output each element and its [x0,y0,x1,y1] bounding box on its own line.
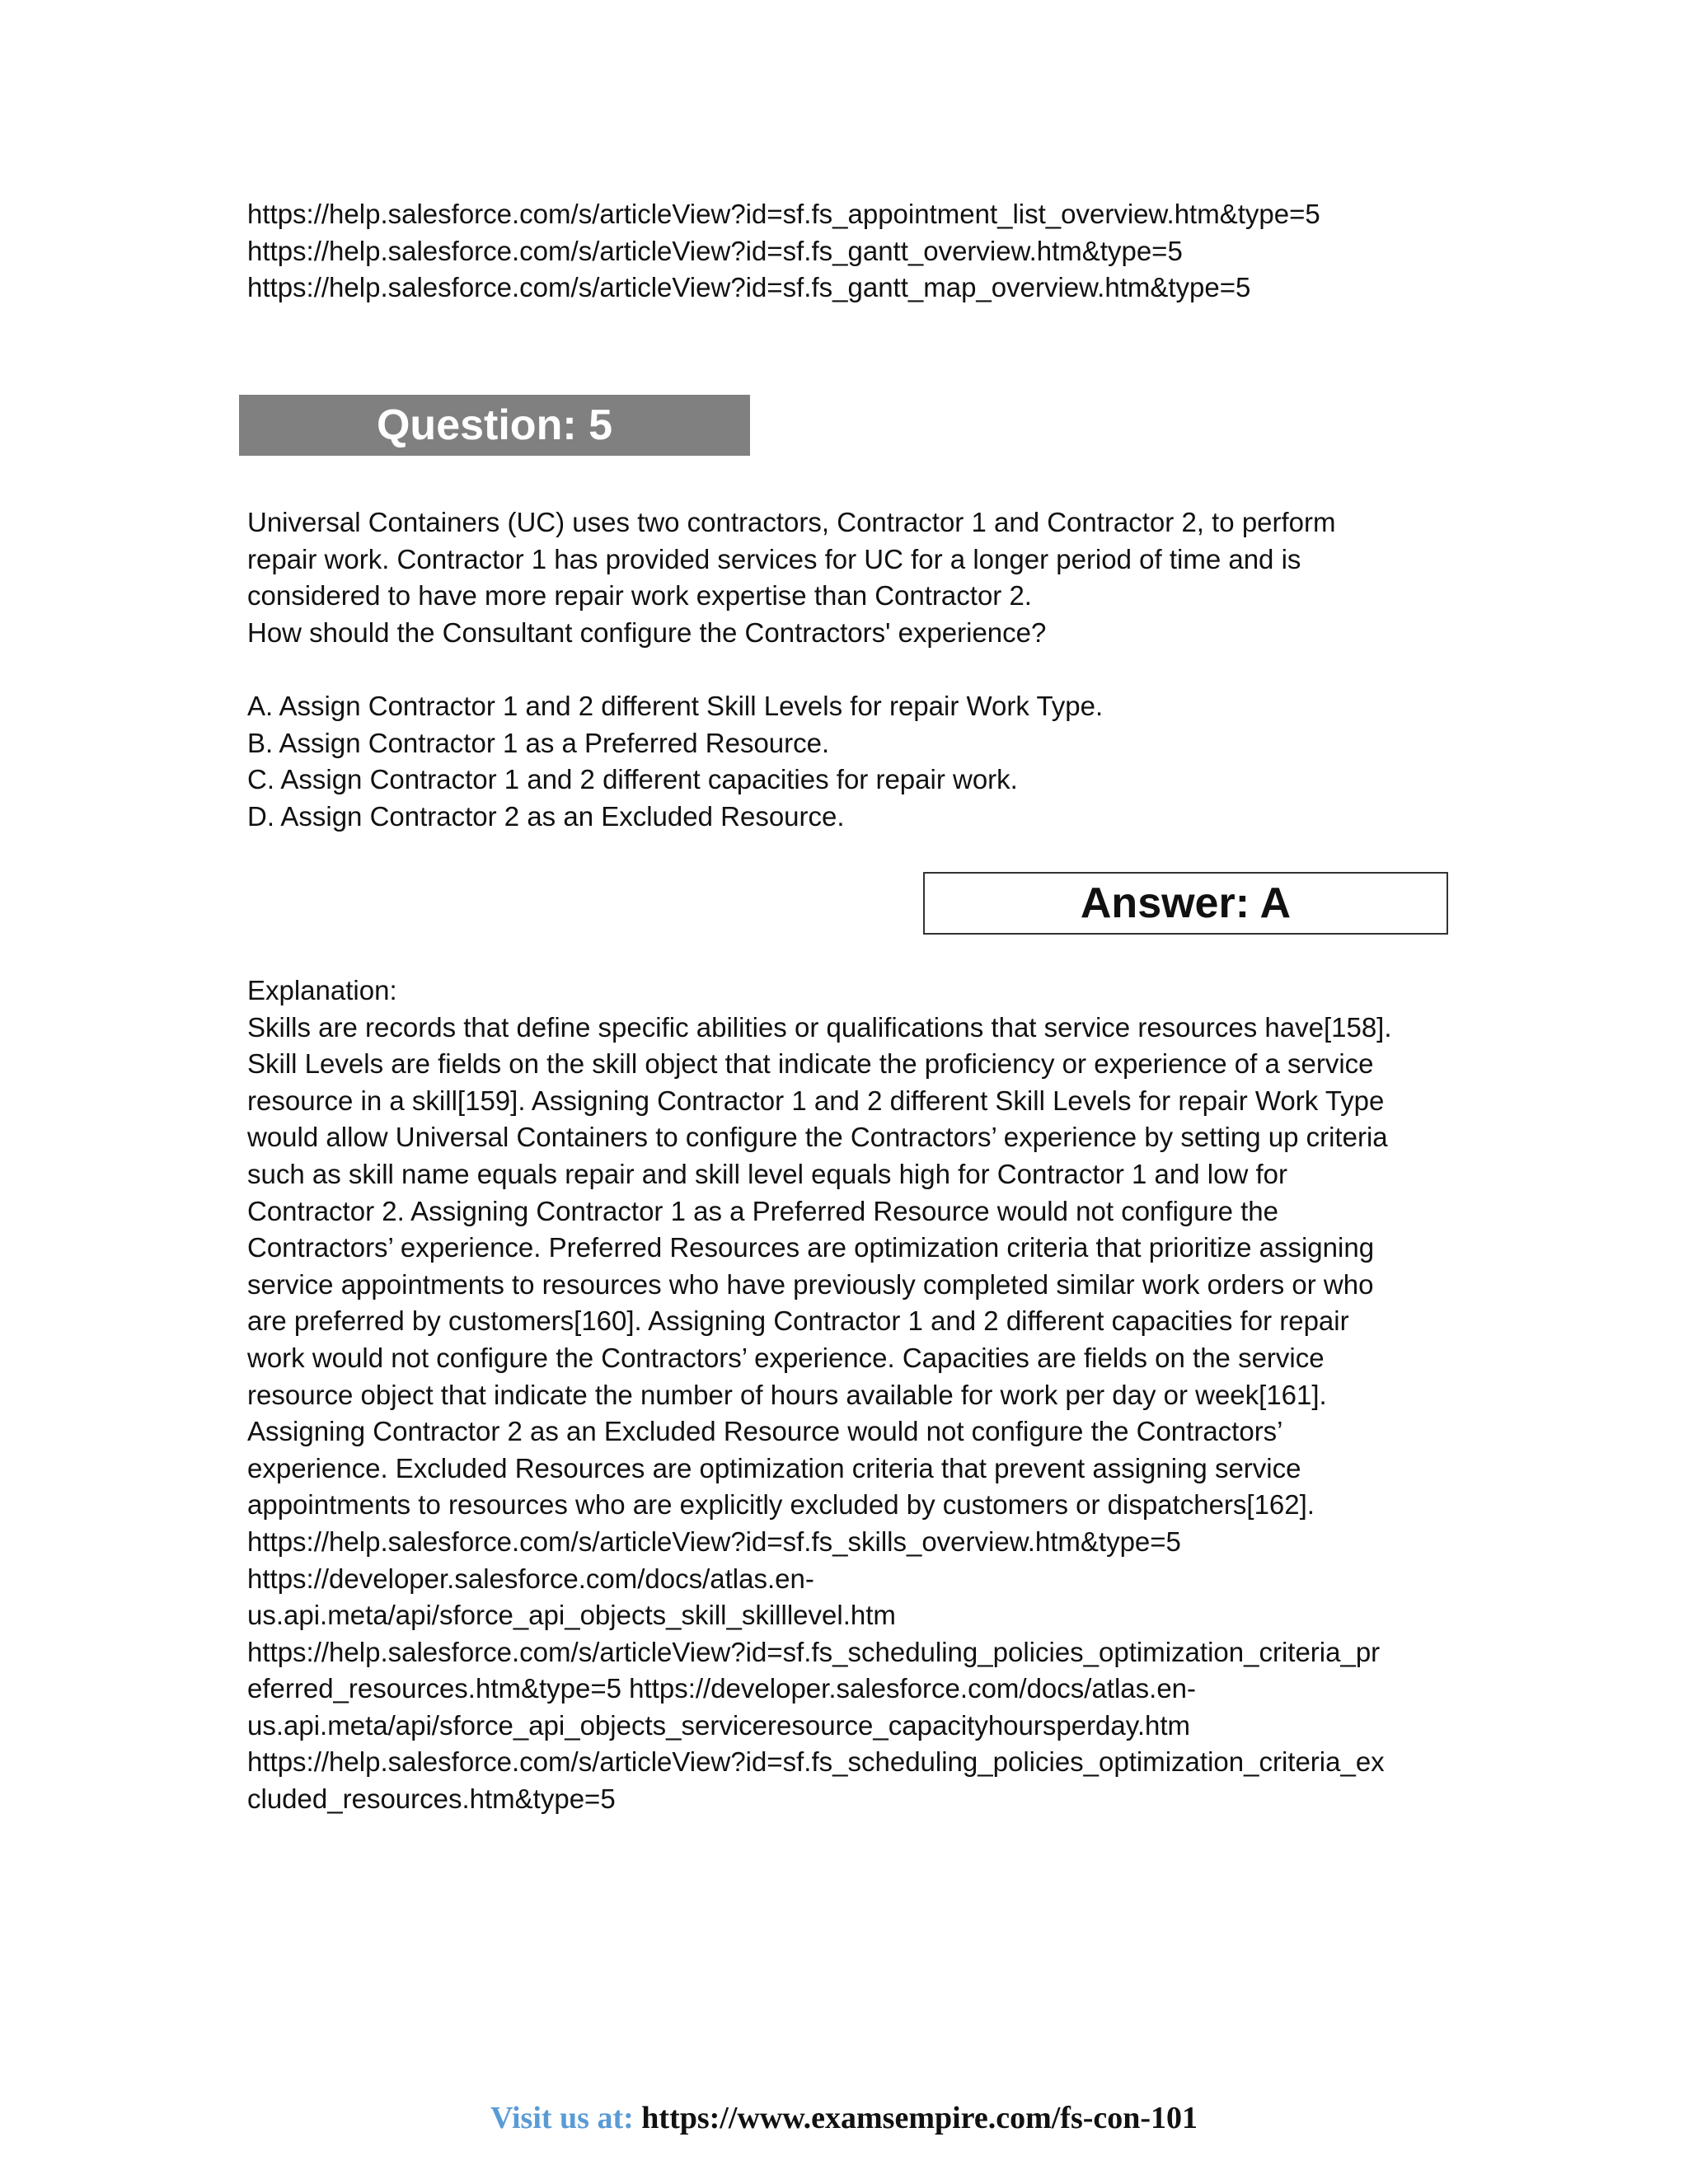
reference-links-top [247,196,1451,307]
question-line: repair work. Contractor 1 has provided services for UC for a longer period of time and is [247,543,1301,574]
option-a: A. Assign Contractor 1 and 2 different Skill Levels for repair Work Type. [247,691,1104,721]
footer-url-link[interactable]: https://www.examsempire.com/fs-con-101 [641,2101,1198,2135]
reference-link[interactable]: eferred_resources.htm&type=5 https://developer.salesforce.com/docs/atlas.en- [247,1673,1197,1704]
page-footer [0,2097,1688,2139]
reference-link[interactable]: https://help.salesforce.com/s/articleView?id=sf.fs_gantt_map_overview.htm&type=5 [247,272,1251,303]
footer-label: Visit us at: [490,2101,634,2135]
reference-link[interactable]: https://developer.salesforce.com/docs/atlas.en- [247,1563,814,1594]
explanation-line: experience. Excluded Resources are optimization criteria that prevent assigning service [247,1452,1301,1483]
explanation-line: Assigning Contractor 2 as an Excluded Resource would not configure the Contractors’ [247,1416,1283,1447]
question-line: Universal Containers (UC) uses two contractors, Contractor 1 and Contractor 2, to perform [247,507,1336,537]
reference-link[interactable]: us.api.meta/api/sforce_api_objects_serviceresource_capacityhoursperday.htm [247,1709,1190,1741]
option-d: D. Assign Contractor 2 as an Excluded Resource. [247,800,845,832]
option-c: C. Assign Contractor 1 and 2 different capacities for repair work. [247,764,1018,795]
question-body [247,504,1451,651]
explanation-heading: Explanation: [247,975,397,1005]
reference-link[interactable]: cluded_resources.htm&type=5 [247,1783,616,1815]
reference-link[interactable]: https://help.salesforce.com/s/articleView?id=sf.fs_scheduling_policies_optimization_criteria_pr [247,1636,1381,1667]
explanation-line: Skill Levels are fields on the skill object that indicate the proficiency or experience of a service [247,1048,1374,1080]
answer-options [247,688,1451,835]
explanation-body [247,972,1451,1818]
explanation-line: work would not configure the Contractors’ experience. Capacities are fields on the service [247,1342,1325,1373]
explanation-line: appointments to resources who are explicitly excluded by customers or dispatchers[162]. [247,1489,1315,1521]
option-b: B. Assign Contractor 1 as a Preferred Resource. [247,727,830,758]
reference-link[interactable]: https://help.salesforce.com/s/articleView?id=sf.fs_gantt_overview.htm&type=5 [247,235,1183,266]
explanation-line: service appointments to resources who have previously completed similar work orders or who [247,1268,1374,1300]
reference-link[interactable]: https://help.salesforce.com/s/articleView?id=sf.fs_appointment_list_overview.htm&type=5 [247,199,1320,229]
reference-link[interactable]: https://help.salesforce.com/s/articleView?id=sf.fs_scheduling_policies_optimization_criteria_ex [247,1746,1385,1778]
question-title-banner: Question: 5 [239,395,750,456]
reference-link[interactable]: https://help.salesforce.com/s/articleView?id=sf.fs_skills_overview.htm&type=5 [247,1526,1181,1557]
answer-box: Answer: A [923,872,1448,935]
explanation-line: would allow Universal Containers to configure the Contractors’ experience by setting up criteria [247,1122,1388,1153]
reference-link[interactable]: us.api.meta/api/sforce_api_objects_skill_skilllevel.htm [247,1600,896,1631]
explanation-line: Skills are records that define specific abilities or qualifications that service resources have[158]. [247,1011,1392,1043]
explanation-line: resource object that indicate the number of hours available for work per day or week[161]. [247,1379,1327,1410]
explanation-line: such as skill name equals repair and skill level equals high for Contractor 1 and low for [247,1158,1287,1189]
question-line: considered to have more repair work expertise than Contractor 2. [247,580,1032,612]
explanation-line: Contractors’ experience. Preferred Resources are optimization criteria that prioritize assigning [247,1232,1375,1263]
explanation-line: Contractor 2. Assigning Contractor 1 as a Preferred Resource would not configure the [247,1195,1279,1226]
explanation-line: resource in a skill[159]. Assigning Contractor 1 and 2 different Skill Levels for repair Work Type [247,1085,1385,1116]
explanation-line: are preferred by customers[160]. Assigning Contractor 1 and 2 different capacities for repair [247,1305,1349,1337]
question-line: How should the Consultant configure the Contractors' experience? [247,616,1047,648]
